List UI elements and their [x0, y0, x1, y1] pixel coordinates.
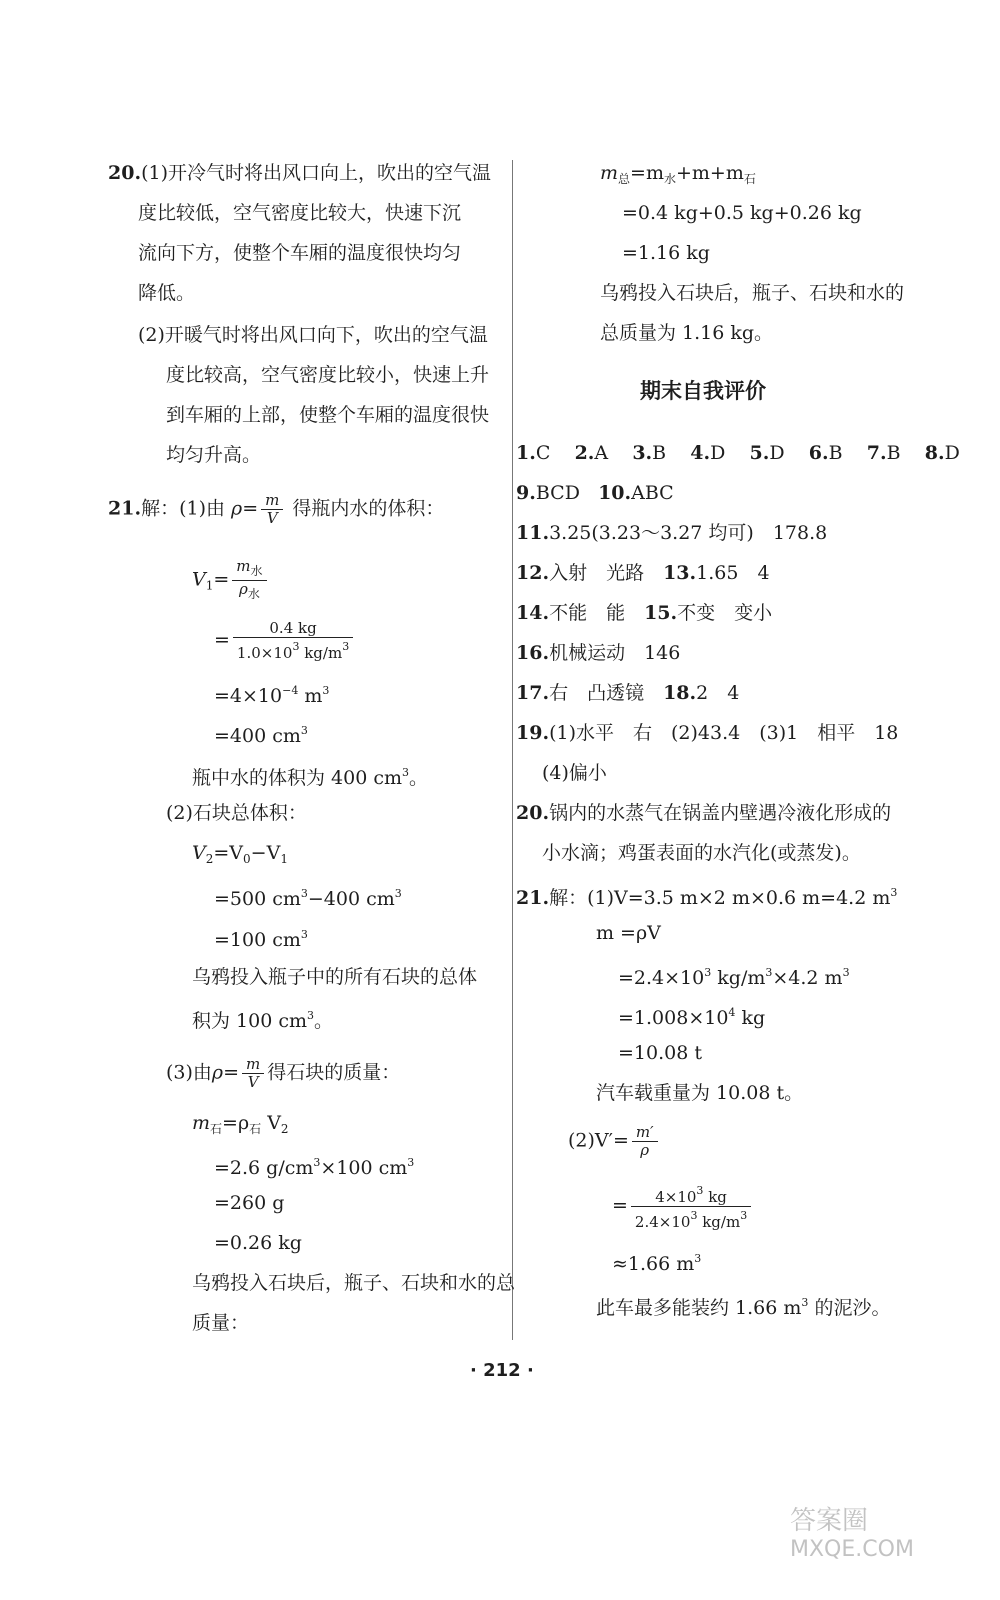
q14-15: 14.不能 能 15.不变 变小	[516, 602, 773, 624]
ms-step3: =0.26 kg	[214, 1232, 302, 1254]
q20-2-line3: 到车厢的上部，使整个车厢的温度很快	[166, 404, 490, 426]
q11: 11.3.25(3.23～3.27 均可) 178.8	[516, 522, 828, 544]
q17-18: 17.右 凸透镜 18.2 4	[516, 682, 740, 704]
mass-formula: m =ρV	[596, 922, 661, 944]
part3-heading: (3)由ρ= $\frac{m}{V}$ 得石块的质量：	[166, 1055, 401, 1091]
ms-step2: =260 g	[214, 1192, 285, 1214]
v1-step2: $=4\times 10^{-4}$ $m^3$	[214, 684, 330, 707]
ms-answer-1: 乌鸦投入石块后，瓶子、石块和水的总	[192, 1272, 516, 1294]
v1-answer: 瓶中水的体积为 400 $cm^3$。	[192, 766, 429, 789]
v2-answer-1: 乌鸦投入瓶子中的所有石块的总体	[192, 966, 478, 988]
watermark-line1: 答案圈	[790, 1506, 869, 1536]
v1-step1: = $\frac{0.4 kg}{1.0\times 10^3 kg/m^3}$	[214, 620, 356, 662]
v2-formula: $V_2=V_0-V_1$	[192, 842, 288, 866]
mtotal-formula: $m_总=m_水+m+m_石$	[600, 162, 756, 186]
mtotal-step1: =0.4 kg+0.5 kg+0.26 kg	[622, 202, 862, 224]
q20-line3: 流向下方，使整个车厢的温度很快均匀	[138, 242, 462, 264]
q20-2-line4: 均匀升高。	[166, 444, 262, 466]
q19-line1: 19.(1)水平 右 (2)43.4 (3)1 相平 18	[516, 722, 899, 744]
ms-step1: =2.6 $g/cm^3\times 100$ $cm^3$	[214, 1156, 415, 1179]
v2-step2: =100 $cm^3$	[214, 928, 308, 951]
mtotal-answer-1: 乌鸦投入石块后，瓶子、石块和水的	[600, 282, 905, 304]
part2-step2: ≈1.66 $m^3$	[612, 1252, 702, 1275]
section-title: 期末自我评价	[640, 379, 766, 403]
q21-intro: 21.解：(1)由 ρ= $\frac{m}{V}$ 得瓶内水的体积：	[108, 491, 445, 527]
mtotal-step2: =1.16 kg	[622, 242, 710, 264]
q20-line2: 小水滴；鸡蛋表面的水汽化(或蒸发)。	[542, 842, 861, 864]
part2-heading: (2)石块总体积：	[166, 802, 307, 824]
q20-2-line1: (2)开暖气时将出风口向下，吹出的空气温	[138, 324, 488, 346]
q19-line2: (4)偏小	[542, 762, 607, 784]
final-answer: 此车最多能装约 1.66 $m^3$ 的泥沙。	[596, 1296, 891, 1319]
v1-formula: $V_1=$ $\frac{m_水}{\rho_水}$	[192, 558, 270, 603]
mass-step1: $=2.4\times 10^3$ $kg/m^3\times 4.2$ $m^3$	[618, 966, 850, 989]
ms-answer-2: 质量：	[192, 1312, 250, 1334]
mass-step3: =10.08 t	[618, 1042, 702, 1064]
q20-line1: 20.(1)开冷气时将出风口向上，吹出的空气温	[108, 162, 491, 184]
q20-2-line2: 度比较高，空气密度比较小，快速上升	[166, 364, 490, 386]
v2-answer-2: 积为 100 $cm^3$。	[192, 1009, 334, 1032]
mc-row-2: 9.BCD 10.ABC	[516, 482, 674, 504]
page-number: · 212 ·	[470, 1360, 534, 1381]
ms-formula: $m_石=\rho_石$ $V_2$	[192, 1112, 289, 1136]
part2-formula: (2)V′= $\frac{m'}{\rho}$	[568, 1124, 661, 1159]
load-answer: 汽车载重量为 10.08 t。	[596, 1082, 804, 1104]
q16: 16.机械运动 146	[516, 642, 681, 664]
v1-step3: =400 $cm^3$	[214, 724, 308, 747]
watermark-logo	[790, 1500, 980, 1580]
column-divider	[512, 160, 513, 1340]
q12-13: 12.入射 光路 13.1.65 4	[516, 562, 770, 584]
mc-row-1: 1.C 2.A 3.B 4.D 5.D 6.B 7.B 8.D	[516, 442, 960, 464]
q20-line2: 度比较低，空气密度比较大，快速下沉	[138, 202, 462, 224]
q21-line1: 21.解：(1)V=3.5 m×2 m×0.6 m=4.2 $m^3$	[516, 886, 898, 909]
v2-step1: =500 $cm^3-400$ $cm^3$	[214, 887, 402, 910]
part2-step1: = $\frac{4\times 10^3 kg}{2.4\times 10^3 kg/m^3}$	[612, 1182, 754, 1231]
watermark-line2: MXQE.COM	[790, 1537, 914, 1562]
q20-line1: 20.锅内的水蒸气在锅盖内壁遇冷液化形成的	[516, 802, 892, 824]
mtotal-answer-2: 总质量为 1.16 kg。	[600, 322, 774, 344]
mass-step2: $=1.008\times 10^4$ kg	[618, 1006, 766, 1029]
q20-line4: 降低。	[138, 282, 196, 304]
